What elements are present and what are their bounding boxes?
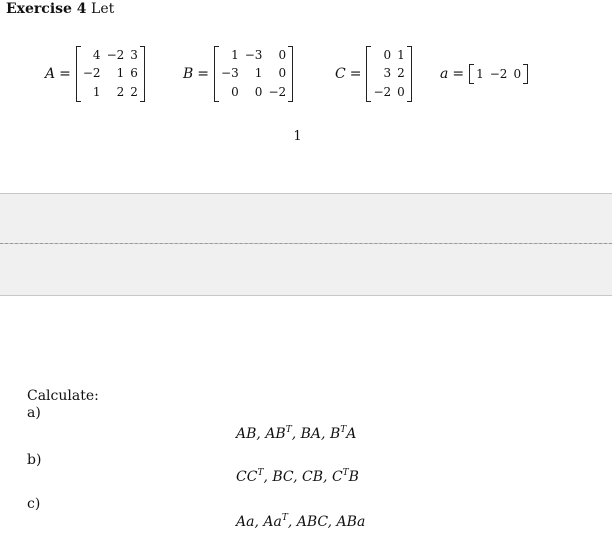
expression-term [332,469,359,485]
term-tail: A [346,426,357,442]
matrix-row [80,46,141,65]
bracket-left [469,64,474,84]
matrix-cell: 0 [397,85,405,100]
transpose-superscript: T [285,425,292,435]
matrix-row [80,65,141,84]
transpose-superscript: T [342,468,349,478]
term-base: Aa [236,514,255,530]
bracket-right [288,46,293,102]
page-break-band-bottom [0,244,612,296]
matrix-row [80,83,141,102]
transpose-superscript: T [340,425,347,435]
matrix-cell: 0 [254,85,263,100]
matrix-a-definition [45,46,145,102]
comma-separator: , [327,514,337,530]
term-base: C [331,469,343,485]
term-base: Aa [263,514,282,530]
exercise-header [6,1,114,17]
matrix-cell: 2 [116,85,125,100]
calculate-heading: Calculate: [27,388,99,404]
part-a-label: a) [27,405,41,421]
term-base: ABa [336,514,366,530]
expression-term [330,426,356,442]
matrix-definitions [0,46,612,102]
expression-term [297,514,328,530]
part-a-expression [236,425,356,442]
expression-term [302,469,323,485]
matrix-name: B [183,66,194,82]
term-base: B [329,426,341,442]
term-base: CB [302,469,324,485]
matrix-entries [80,46,141,102]
matrix-row [370,46,407,65]
part-c-expression [236,513,365,530]
bracket-right [523,64,528,84]
matrix-row [218,83,289,102]
matrix-cell: 0 [278,47,287,62]
page-break-band-top [0,193,612,244]
part-c-label: c) [27,496,41,512]
vector-a-definition [440,46,528,102]
term-base: AB [236,426,257,442]
matrix-B [214,46,293,102]
matrix-cell: 3 [383,66,392,81]
expression-term [236,469,263,485]
equals-sign: = [59,66,71,82]
bracket-left [76,46,81,102]
comma-separator: , [293,469,303,485]
vector-name: a [440,66,449,82]
term-tail: B [348,469,359,485]
matrix-cell: 4 [92,47,101,62]
matrix-cell: 6 [130,66,138,81]
matrix-cell: −3 [221,66,239,81]
exercise-intro: Let [91,1,115,17]
term-base: CC [236,469,258,485]
expression-term [263,514,287,530]
expression-term [337,514,366,530]
matrix-row [370,65,407,84]
matrix-cell: 1 [397,47,405,62]
matrix-cell: 2 [130,85,138,100]
comma-separator: , [254,514,264,530]
matrix-cell: −3 [244,47,263,62]
term-base: ABC [296,514,328,530]
transpose-superscript: T [281,513,288,523]
term-base: BC [272,469,294,485]
vector-a [469,64,528,84]
matrix-cell: 0 [513,66,522,81]
page-number: 1 [293,129,302,144]
matrix-entries [218,46,289,102]
part-b-label: b) [27,452,42,468]
matrix-A [76,46,145,102]
term-base: AB [265,426,286,442]
matrix-b-definition [183,46,293,102]
equals-sign: = [197,66,210,82]
expression-term [236,514,254,530]
matrix-c-definition [335,46,412,102]
part-b-expression [236,468,359,485]
bracket-right [140,46,145,102]
matrix-row [218,65,289,84]
comma-separator: , [256,426,266,442]
bracket-right [407,46,412,102]
matrix-cell: −2 [82,66,101,81]
comma-separator: , [263,469,273,485]
expression-term [301,426,321,442]
matrix-row [473,64,524,84]
matrix-name: A [45,66,56,82]
matrix-cell: −2 [268,85,287,100]
matrix-C [366,46,411,102]
expression-term [236,426,256,442]
comma-separator: , [287,514,297,530]
matrix-cell: 3 [130,47,138,62]
matrix-cell: 1 [254,66,263,81]
equals-sign: = [452,66,465,82]
exercise-title: Exercise 4 [6,1,87,17]
equals-sign: = [349,66,362,82]
comma-separator: , [323,469,332,485]
matrix-entries [370,46,407,102]
transpose-superscript: T [257,468,264,478]
expression-term [265,426,291,442]
comma-separator: , [291,426,301,442]
matrix-cell: 0 [231,85,239,100]
matrix-entries [473,64,524,84]
matrix-cell: −2 [373,85,392,100]
matrix-cell: 1 [476,66,484,81]
matrix-cell: 2 [397,66,405,81]
matrix-cell: 1 [116,66,125,81]
matrix-row [370,83,407,102]
matrix-name: C [335,66,346,82]
matrix-cell: −2 [489,66,508,81]
matrix-cell: −2 [106,47,125,62]
matrix-cell: 0 [278,66,287,81]
matrix-cell: 1 [92,85,101,100]
bracket-left [214,46,219,102]
matrix-cell: 1 [231,47,239,62]
expression-term [272,469,293,485]
comma-separator: , [321,426,330,442]
matrix-row [218,46,289,65]
matrix-cell: 0 [383,47,392,62]
bracket-left [366,46,371,102]
term-base: BA [300,426,322,442]
